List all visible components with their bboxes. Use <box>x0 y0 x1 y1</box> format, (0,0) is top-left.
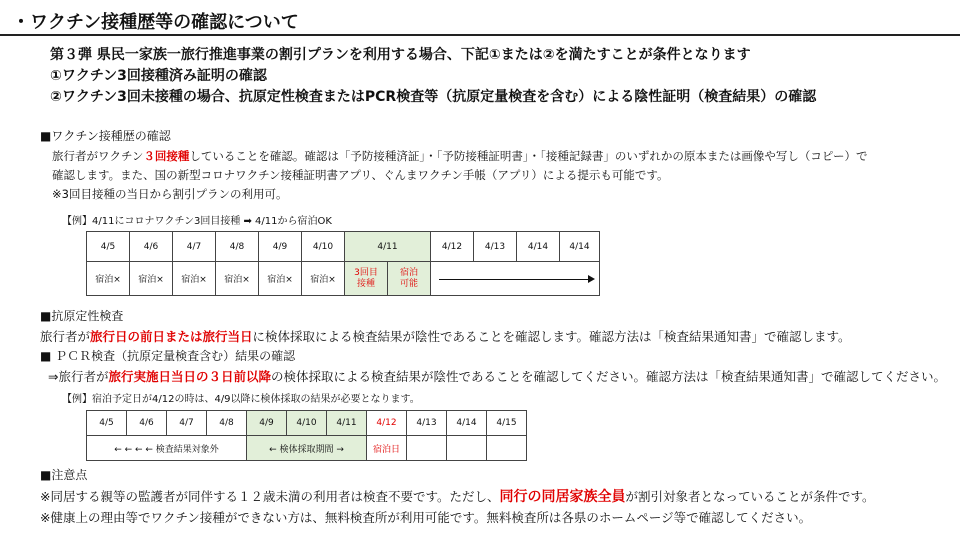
date-cell: 4/14 <box>560 232 600 262</box>
stay-cell: 宿泊× <box>173 262 216 296</box>
stay-cell: 宿泊× <box>130 262 173 296</box>
excluded-range-cell: ← ← ← ← 検査結果対象外 <box>87 436 247 461</box>
condition-2: ②ワクチン3回未接種の場合、抗原定性検査またはPCR検査等（抗原定量検査を含む）による陰性証明（検査結果）の確認 <box>50 89 817 105</box>
vaccine-schedule-table <box>86 231 600 296</box>
date-cell: 4/7 <box>173 232 216 262</box>
vaccine-date-row <box>87 232 600 262</box>
condition-intro: 第３弾 県民一家族一旅行推進事業の割引プランを利用する場合、下記①または②を満たすことが条件となります <box>50 47 751 63</box>
pcr-label-row <box>87 436 527 461</box>
notes-line1-post: が割引対象者となっていることが条件です。 <box>625 489 875 504</box>
notes-heading: ■注意点 <box>40 468 88 482</box>
pcr-line <box>48 367 946 385</box>
vaccine-stay-row <box>87 262 600 296</box>
antigen-line-emphasis: 旅行日の前日または旅行当日 <box>90 329 253 344</box>
empty-cell <box>487 436 527 461</box>
date-cell: 4/6 <box>130 232 173 262</box>
stay-ok-cell: 宿泊 可能 <box>388 262 431 296</box>
antigen-heading: ■抗原定性検査 <box>40 309 124 323</box>
date-cell: 4/7 <box>167 411 207 436</box>
vaccine-line1-pre: 旅行者がワクチン <box>52 149 144 163</box>
date-cell-stay-day: 4/12 <box>367 411 407 436</box>
page-title: ・ワクチン接種歴等の確認について <box>12 12 299 33</box>
pcr-schedule-table <box>86 410 527 461</box>
empty-cell <box>407 436 447 461</box>
date-cell: 4/6 <box>127 411 167 436</box>
date-cell-dose-day: 4/11 <box>345 232 431 262</box>
pcr-example: 【例】宿泊予定日が4/12の時は、4/9以降に検体採取の結果が必要となります。 <box>62 394 420 405</box>
stay-cell: 宿泊× <box>87 262 130 296</box>
vaccine-line2: 確認します。また、国の新型コロナワクチン接種証明書アプリ、ぐんまワクチン手帳（アプリ）による提示も可能です。 <box>52 168 669 182</box>
empty-cell <box>447 436 487 461</box>
notes-line1 <box>40 486 875 506</box>
dose-cell: 3回目 接種 <box>345 262 388 296</box>
date-cell-sample: 4/10 <box>287 411 327 436</box>
vaccine-line1-post: していることを確認。確認は「予防接種済証」・「予防接種証明書」・「接種記録書」のいずれかの原本または画像や写し（コピー）で <box>189 149 868 163</box>
date-cell: 4/10 <box>302 232 345 262</box>
stay-cell: 宿泊× <box>216 262 259 296</box>
condition-1: ①ワクチン3回接種済み証明の確認 <box>50 68 267 84</box>
date-cell: 4/8 <box>216 232 259 262</box>
date-cell-sample: 4/11 <box>327 411 367 436</box>
vaccine-line3: ※3回目接種の当日から割引プランの利用可。 <box>52 187 288 201</box>
pcr-line-pre: ⇒旅行者が <box>48 369 109 384</box>
pcr-line-post: の検体採取による検査結果が陰性であることを確認してください。確認方法は「検査結果通知書」で確認してください。 <box>271 369 947 384</box>
arrow-right-icon <box>588 275 595 283</box>
notes-line1-pre: ※同居する親等の監護者が同伴する１２歳未満の利用者は検査不要です。ただし、 <box>40 489 500 504</box>
stay-cell: 宿泊× <box>259 262 302 296</box>
stay-cell: 宿泊× <box>302 262 345 296</box>
date-cell-sample: 4/9 <box>247 411 287 436</box>
vaccine-example: 【例】4/11にコロナワクチン3回目接種 ➡ 4/11から宿泊OK <box>62 216 332 227</box>
pcr-line-emphasis: 旅行実施日当日の３日前以降 <box>108 369 271 384</box>
date-cell: 4/14 <box>447 411 487 436</box>
vaccine-heading: ■ワクチン接種歴の確認 <box>40 129 171 143</box>
stay-ok-arrow-cell <box>431 262 600 296</box>
date-cell: 4/13 <box>407 411 447 436</box>
notes-line2: ※健康上の理由等でワクチン接種ができない方は、無料検査所が利用可能です。無料検査所は各県のホームページ等で確認してください。 <box>40 510 812 525</box>
date-cell: 4/8 <box>207 411 247 436</box>
date-cell: 4/12 <box>431 232 474 262</box>
date-cell: 4/5 <box>87 411 127 436</box>
date-cell: 4/14 <box>517 232 560 262</box>
date-cell: 4/9 <box>259 232 302 262</box>
vaccine-line1-emphasis: ３回接種 <box>143 149 190 163</box>
date-cell: 4/13 <box>474 232 517 262</box>
antigen-line-pre: 旅行者が <box>40 329 91 344</box>
date-cell: 4/15 <box>487 411 527 436</box>
stay-day-cell: 宿泊日 <box>367 436 407 461</box>
antigen-line <box>40 327 851 345</box>
title-underline <box>0 34 960 36</box>
sample-period-cell: ← 検体採取期間 → <box>247 436 367 461</box>
stay-ok-arrow-line <box>439 279 591 280</box>
date-cell: 4/5 <box>87 232 130 262</box>
pcr-date-row <box>87 411 527 436</box>
antigen-line-post: に検体採取による検査結果が陰性であることを確認します。確認方法は「検査結果通知書」で確認します。 <box>252 329 851 344</box>
vaccine-line1 <box>52 148 867 164</box>
notes-line1-emphasis: 同行の同居家族全員 <box>499 489 626 505</box>
pcr-heading: ■ ＰＣＲ検査（抗原定量検査含む）結果の確認 <box>40 349 296 363</box>
